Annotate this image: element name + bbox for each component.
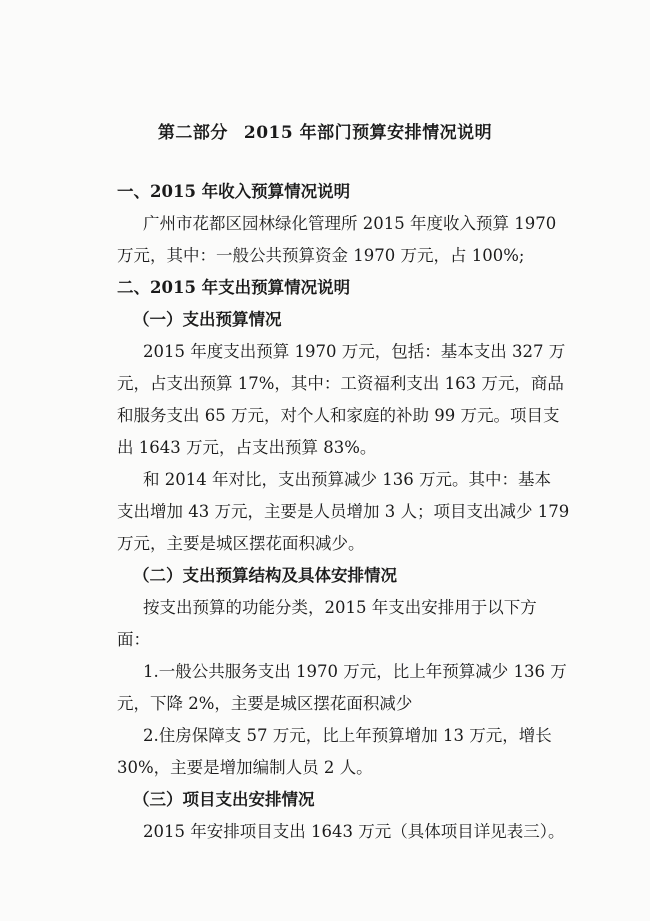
heading-expenditure: 二、2015 年支出预算情况说明 bbox=[117, 278, 351, 297]
paragraph-line: 2015 年安排项目支出 1643 万元（具体项目详见表三）。 bbox=[143, 822, 565, 841]
title-part: 第二部分 bbox=[157, 123, 228, 143]
paragraph-line: 万元，主要是城区摆花面积减少。 bbox=[117, 534, 365, 553]
paragraph-line: 支出增加 43 万元，主要是人员增加 3 人；项目支出减少 179 bbox=[117, 502, 570, 521]
paragraph-line: 和服务支出 65 万元，对个人和家庭的补助 99 万元。项目支 bbox=[117, 406, 560, 425]
paragraph-line: 万元，其中：一般公共预算资金 1970 万元，占 100%; bbox=[117, 246, 525, 265]
subheading-expenditure-overview: （一）支出预算情况 bbox=[133, 310, 282, 329]
paragraph-line: 30%，主要是增加编制人员 2 人。 bbox=[117, 758, 373, 777]
paragraph-line: 2015 年度支出预算 1970 万元，包括：基本支出 327 万 bbox=[143, 342, 566, 361]
paragraph-line: 广州市花都区园林绿化管理所 2015 年度收入预算 1970 bbox=[143, 214, 557, 233]
title-main: 2015 年部门预算安排情况说明 bbox=[243, 123, 493, 143]
paragraph-line: 和 2014 年对比，支出预算减少 136 万元。其中：基本 bbox=[143, 470, 551, 489]
paragraph-line: 2.住房保障支 57 万元，比上年预算增加 13 万元，增长 bbox=[143, 726, 552, 745]
paragraph-line: 出 1643 万元，占支出预算 83%。 bbox=[117, 438, 377, 457]
paragraph-line: 元，占支出预算 17%，其中：工资福利支出 163 万元，商品 bbox=[117, 374, 564, 393]
page-title bbox=[0, 121, 650, 145]
subheading-structure: （二）支出预算结构及具体安排情况 bbox=[133, 566, 397, 585]
paragraph-line: 面： bbox=[117, 630, 150, 649]
heading-income: 一、2015 年收入预算情况说明 bbox=[117, 182, 351, 201]
paragraph-line: 1.一般公共服务支出 1970 万元，比上年预算减少 136 万 bbox=[143, 662, 567, 681]
subheading-projects: （三）项目支出安排情况 bbox=[133, 790, 315, 809]
paragraph-line: 元，下降 2%，主要是城区摆花面积减少 bbox=[117, 694, 413, 713]
paragraph-line: 按支出预算的功能分类，2015 年支出安排用于以下方 bbox=[143, 598, 537, 617]
